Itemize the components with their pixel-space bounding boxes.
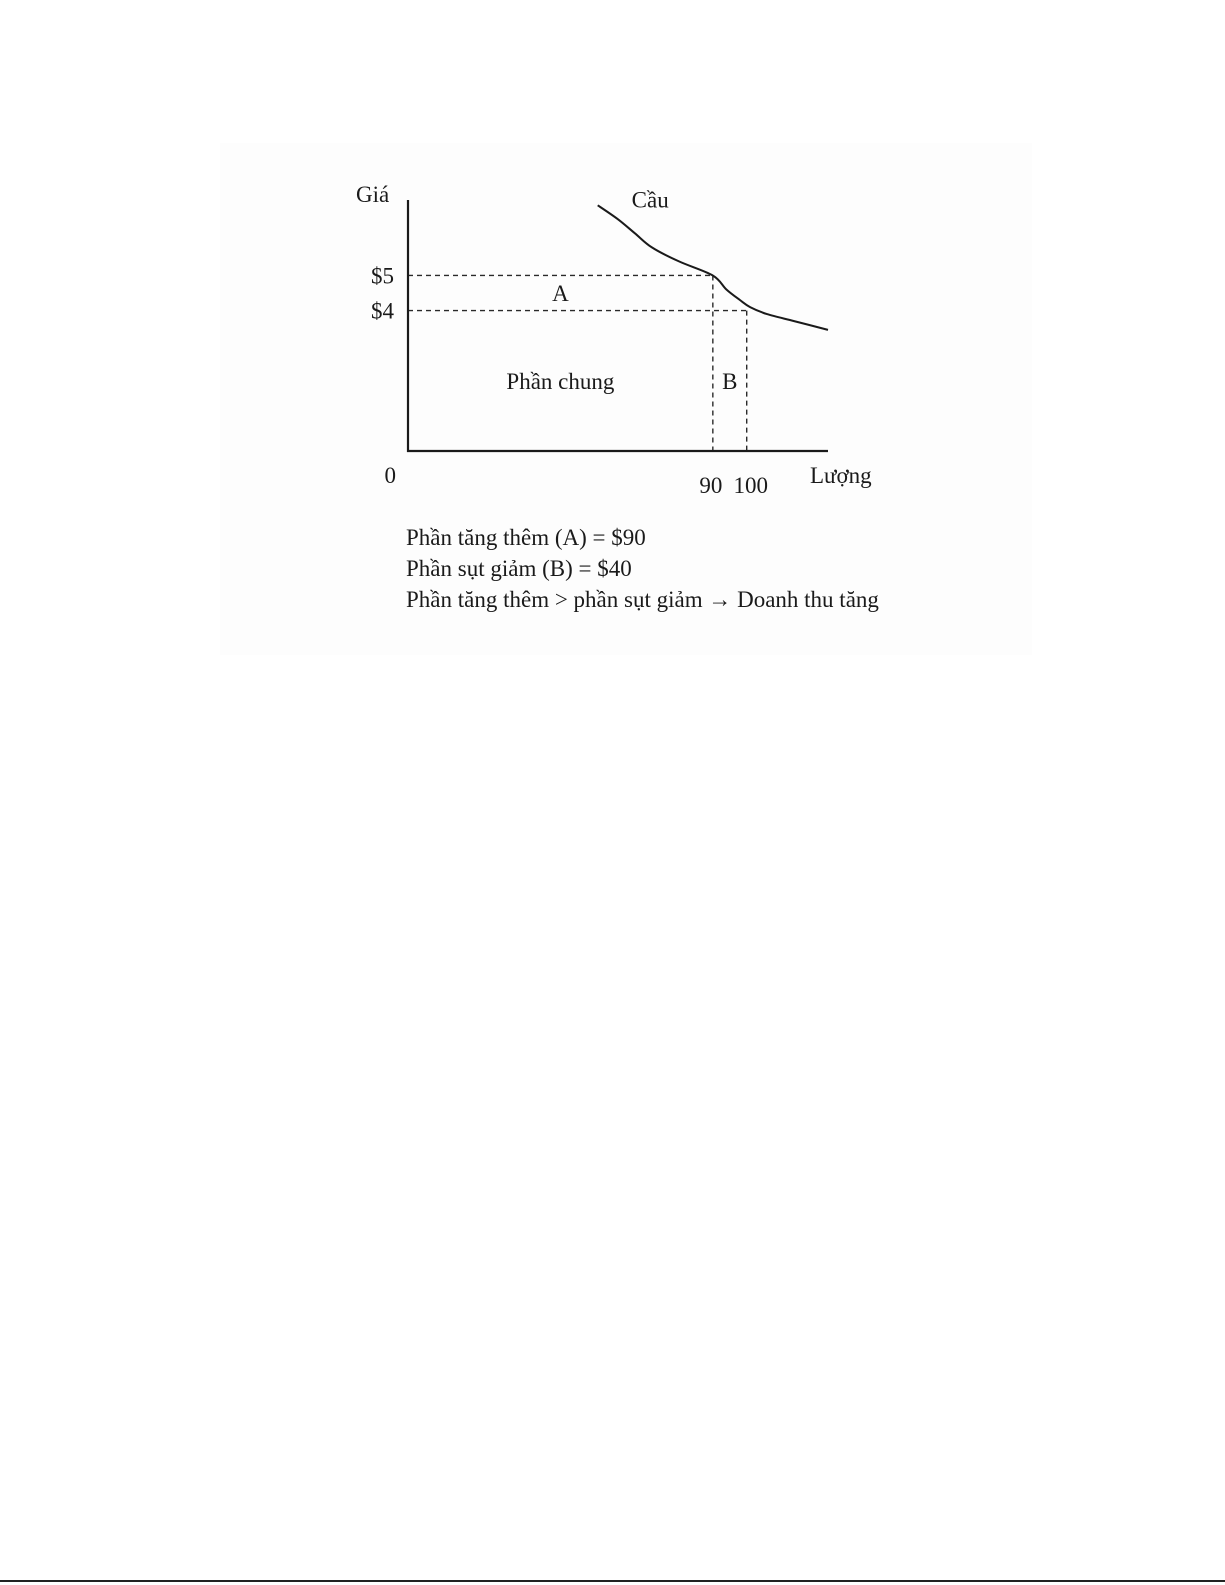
note-conclusion: Phần tăng thêm > phần sụt giảm → Doanh thu tăng bbox=[406, 587, 879, 612]
page-bottom-rule bbox=[0, 1580, 1225, 1582]
chart-notes bbox=[406, 522, 879, 615]
x-axis-label: Lượng bbox=[810, 463, 872, 488]
y-axis-label: Giá bbox=[356, 182, 390, 207]
region-label: B bbox=[722, 368, 738, 394]
note-gain: Phần tăng thêm (A) = $90 bbox=[406, 525, 646, 550]
origin-label: 0 bbox=[384, 463, 396, 488]
region-label: Phần chung bbox=[506, 368, 615, 394]
x-tick-label: 90 bbox=[699, 473, 723, 498]
y-tick-label: $5 bbox=[371, 263, 394, 289]
x-tick-label: 100 bbox=[733, 473, 768, 498]
note-loss: Phần sụt giảm (B) = $40 bbox=[406, 556, 632, 581]
series-label-demand: Cầu bbox=[631, 187, 669, 213]
region-label: A bbox=[552, 281, 569, 307]
y-tick-label: $4 bbox=[371, 298, 394, 324]
demand-curve bbox=[598, 205, 828, 330]
